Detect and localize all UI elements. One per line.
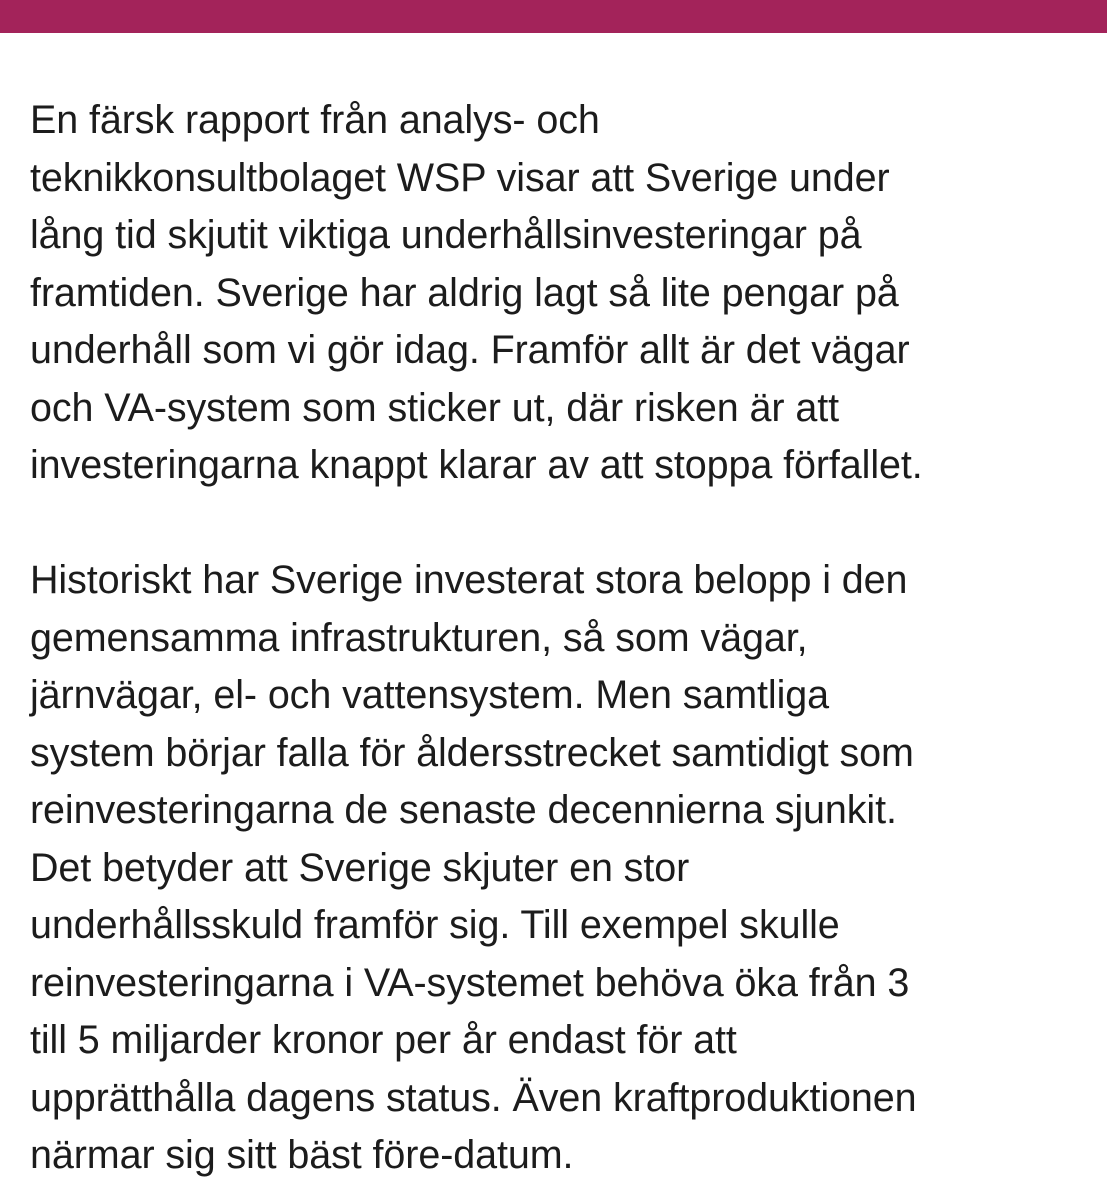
paragraph-2 [30,552,1090,1185]
text-line: Det betyder att Sverige skjuter en stor [30,845,690,890]
text-line: reinvesteringarna de senaste decennierna sjunkit. [30,788,897,832]
text-line: gemensamma infrastrukturen, så som vägar, [30,615,808,660]
text-line: lång tid skjutit viktiga underhållsinvesteringar på [30,213,862,257]
header-accent-bar [0,0,1107,33]
text-line: och VA-system som sticker ut, där risken är att [30,385,839,430]
text-line: framtiden. Sverige har aldrig lagt så lite pengar på [30,270,899,315]
text-line: investeringarna knappt klarar av att stoppa förfallet. [30,443,923,487]
text-line: teknikkonsultbolaget WSP visar att Sverige under [30,155,890,200]
paragraph-1 [30,92,1090,495]
text-line: system börjar falla för åldersstrecket samtidigt som [30,730,914,775]
text-line: underhållsskuld framför sig. Till exempel skulle [30,903,840,947]
article-body [30,92,1090,1185]
text-line: till 5 miljarder kronor per år endast för att [30,1018,737,1062]
text-line: järnvägar, el- och vattensystem. Men samtliga [30,673,830,717]
text-line: En färsk rapport från analys- och [30,98,600,142]
text-line: upprätthålla dagens status. Även kraftproduktionen [30,1075,917,1120]
text-line: Historiskt har Sverige investerat stora belopp i den [30,558,908,602]
text-line: närmar sig sitt bäst före-datum. [30,1133,574,1177]
text-line: underhåll som vi gör idag. Framför allt är det vägar [30,328,910,372]
text-line: reinvesteringarna i VA-systemet behöva öka från 3 [30,960,910,1005]
